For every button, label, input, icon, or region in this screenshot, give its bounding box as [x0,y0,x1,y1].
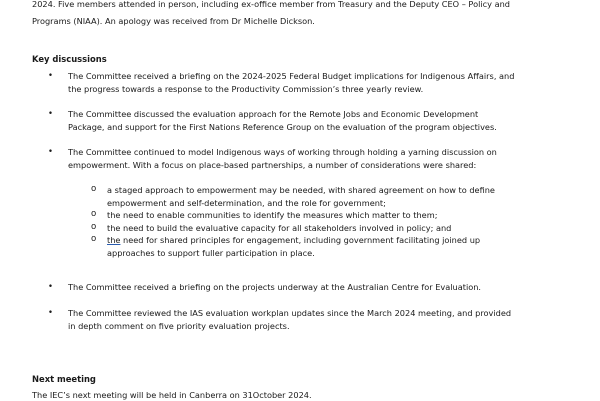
sub-bullet-4: o [91,234,97,244]
bullet-3: • [48,146,53,156]
bullet-1: • [48,70,53,80]
next-meeting-text: The IEC’s next meeting will be held in Canberra on 31October 2024. [32,390,312,400]
intro-line-2: Programs (NIAA). An apology was received from Dr Michelle Dickson. [32,16,315,26]
item-5-line-2: in depth comment on five priority evaluation projects. [68,320,290,331]
intro-line-1: 2024. Five members attended in person, including ex-office member from Treasury and the Deputy CEO – Policy and [32,0,510,9]
bullet-4: • [48,281,53,291]
item-5-line-1: The Committee reviewed the IAS evaluation workplan updates since the March 2024 meeting, and provided [68,308,512,318]
sub-item-3-line-1: the need to build the evaluative capacity for all stakeholders involved in policy; and [107,222,452,233]
item-2-line-2: Package, and support for the First Nations Reference Group on the evaluation of the program objectives. [68,121,497,132]
sub-item-4-line-1 [107,234,480,247]
sub-item-4-prefix: the [107,235,121,245]
item-2-line-1: The Committee discussed the evaluation approach for the Remote Jobs and Economic Development [68,109,479,119]
item-3-line-1: The Committee continued to model Indigenous ways of working through holding a yarning discussion on [68,147,497,157]
item-3-line-2: empowerment. With a focus on place-based partnerships, a number of considerations were shared: [68,159,477,170]
sub-item-4-line-1-text: need for shared principles for engagement, including government facilitating joined up [120,235,481,245]
sub-item-2-line-1: the need to enable communities to identify the measures which matter to them; [107,210,438,220]
sub-bullet-2: o [91,209,97,219]
bullet-5: • [48,307,53,317]
sub-item-1-line-2: empowerment and self-determination, and the role for government; [107,197,386,208]
item-1-line-2: the progress towards a response to the Productivity Commission’s three yearly review. [68,83,424,94]
sub-item-1-line-1: a staged approach to empowerment may be needed, with shared agreement on how to define [107,185,495,195]
item-1-line-1: The Committee received a briefing on the 2024-2025 Federal Budget implications for Indigenous Affairs, and [68,71,515,81]
sub-bullet-3: o [91,221,97,232]
sub-bullet-1: o [91,184,97,194]
next-meeting-heading: Next meeting [32,374,96,384]
bullet-2: • [48,108,53,118]
item-4-line-1: The Committee received a briefing on the projects underway at the Australian Centre for Evaluation. [68,282,482,292]
key-discussions-heading: Key discussions [32,54,107,64]
sub-item-4-line-2: approaches to support fuller participation in place. [107,247,315,258]
